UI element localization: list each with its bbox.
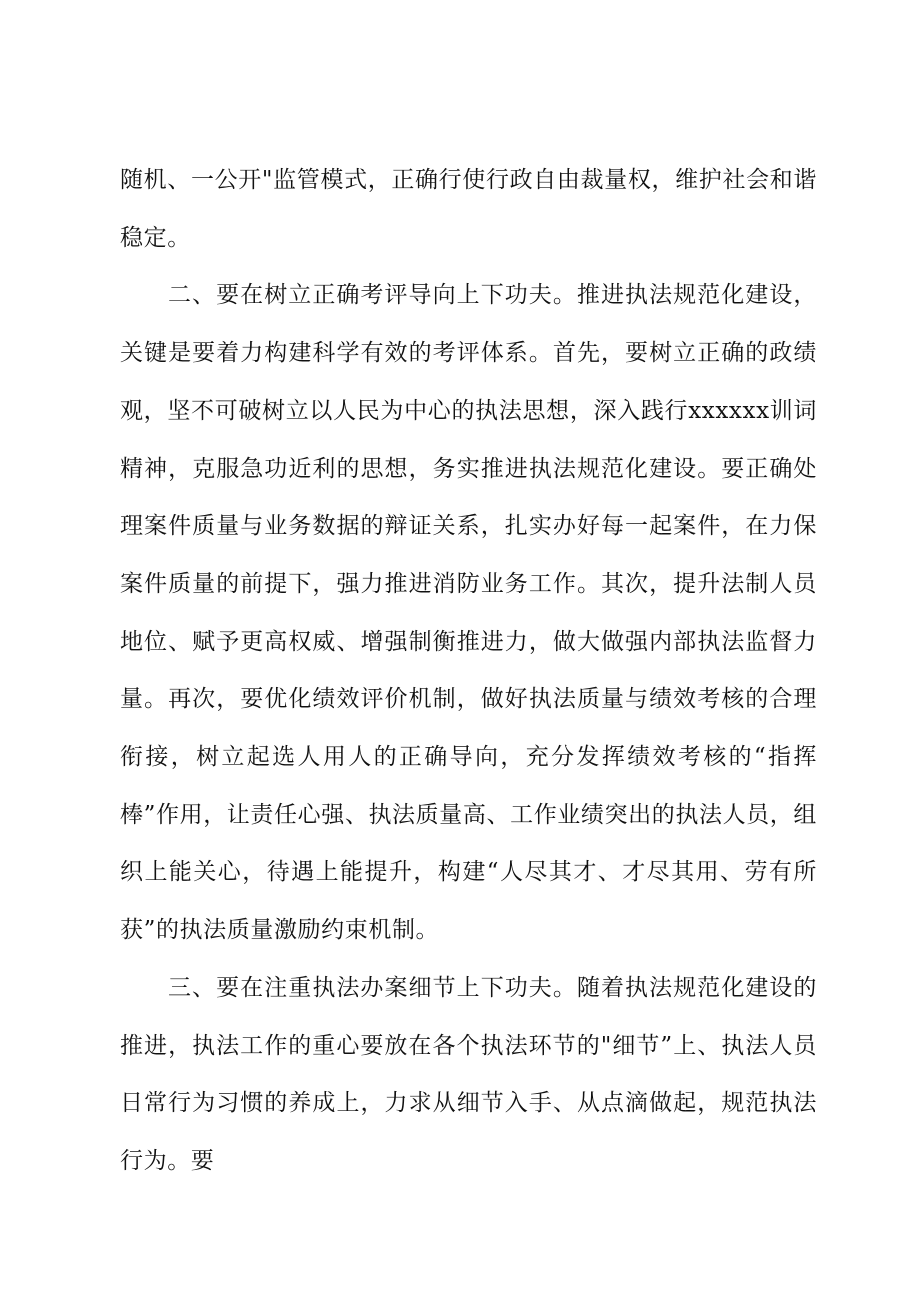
paragraph-section-three: 三、要在注重执法办案细节上下功夫。随着执法规范化建设的推进，执法工作的重心要放在各个执法环节的"细节”上、执法人员日常行为习惯的养成上，力求从细节入手、从点滴做起，规范执法行为。要	[120, 974, 817, 1174]
document-body	[120, 152, 817, 1191]
paragraph-section-two: 二、要在树立正确考评导向上下功夫。推进执法规范化建设，关键是要着力构建科学有效的考评体系。首先，要树立正确的政绩观，坚不可破树立以人民为中心的执法思想，深入践行xxxxxx训词精神，克服急功近利的思想，务实推进执法规范化建设。要正确处理案件质量与业务数据的辩证关系，扎实办好每一起案件，在力保案件质量的前提下，强力推进消防业务工作。其次，提升法制人员地位、赋予更高权威、增强制衡推进力，做大做强内部执法监督力量。再次，要优化绩效评价机制，做好执法质量与绩效考核的合理衔接，树立起选人用人的正确导向，充分发挥绩效考核的“指挥棒”作用，让责任心强、执法质量高、工作业绩突出的执法人员，组织上能关心，待遇上能提升，构建“人尽其才、才尽其用、劳有所获”的执法质量激励约束机制。	[120, 282, 817, 944]
paragraph-continuation: 随机、一公开"监管模式，正确行使行政自由裁量权，维护社会和谐稳定。	[120, 167, 817, 251]
